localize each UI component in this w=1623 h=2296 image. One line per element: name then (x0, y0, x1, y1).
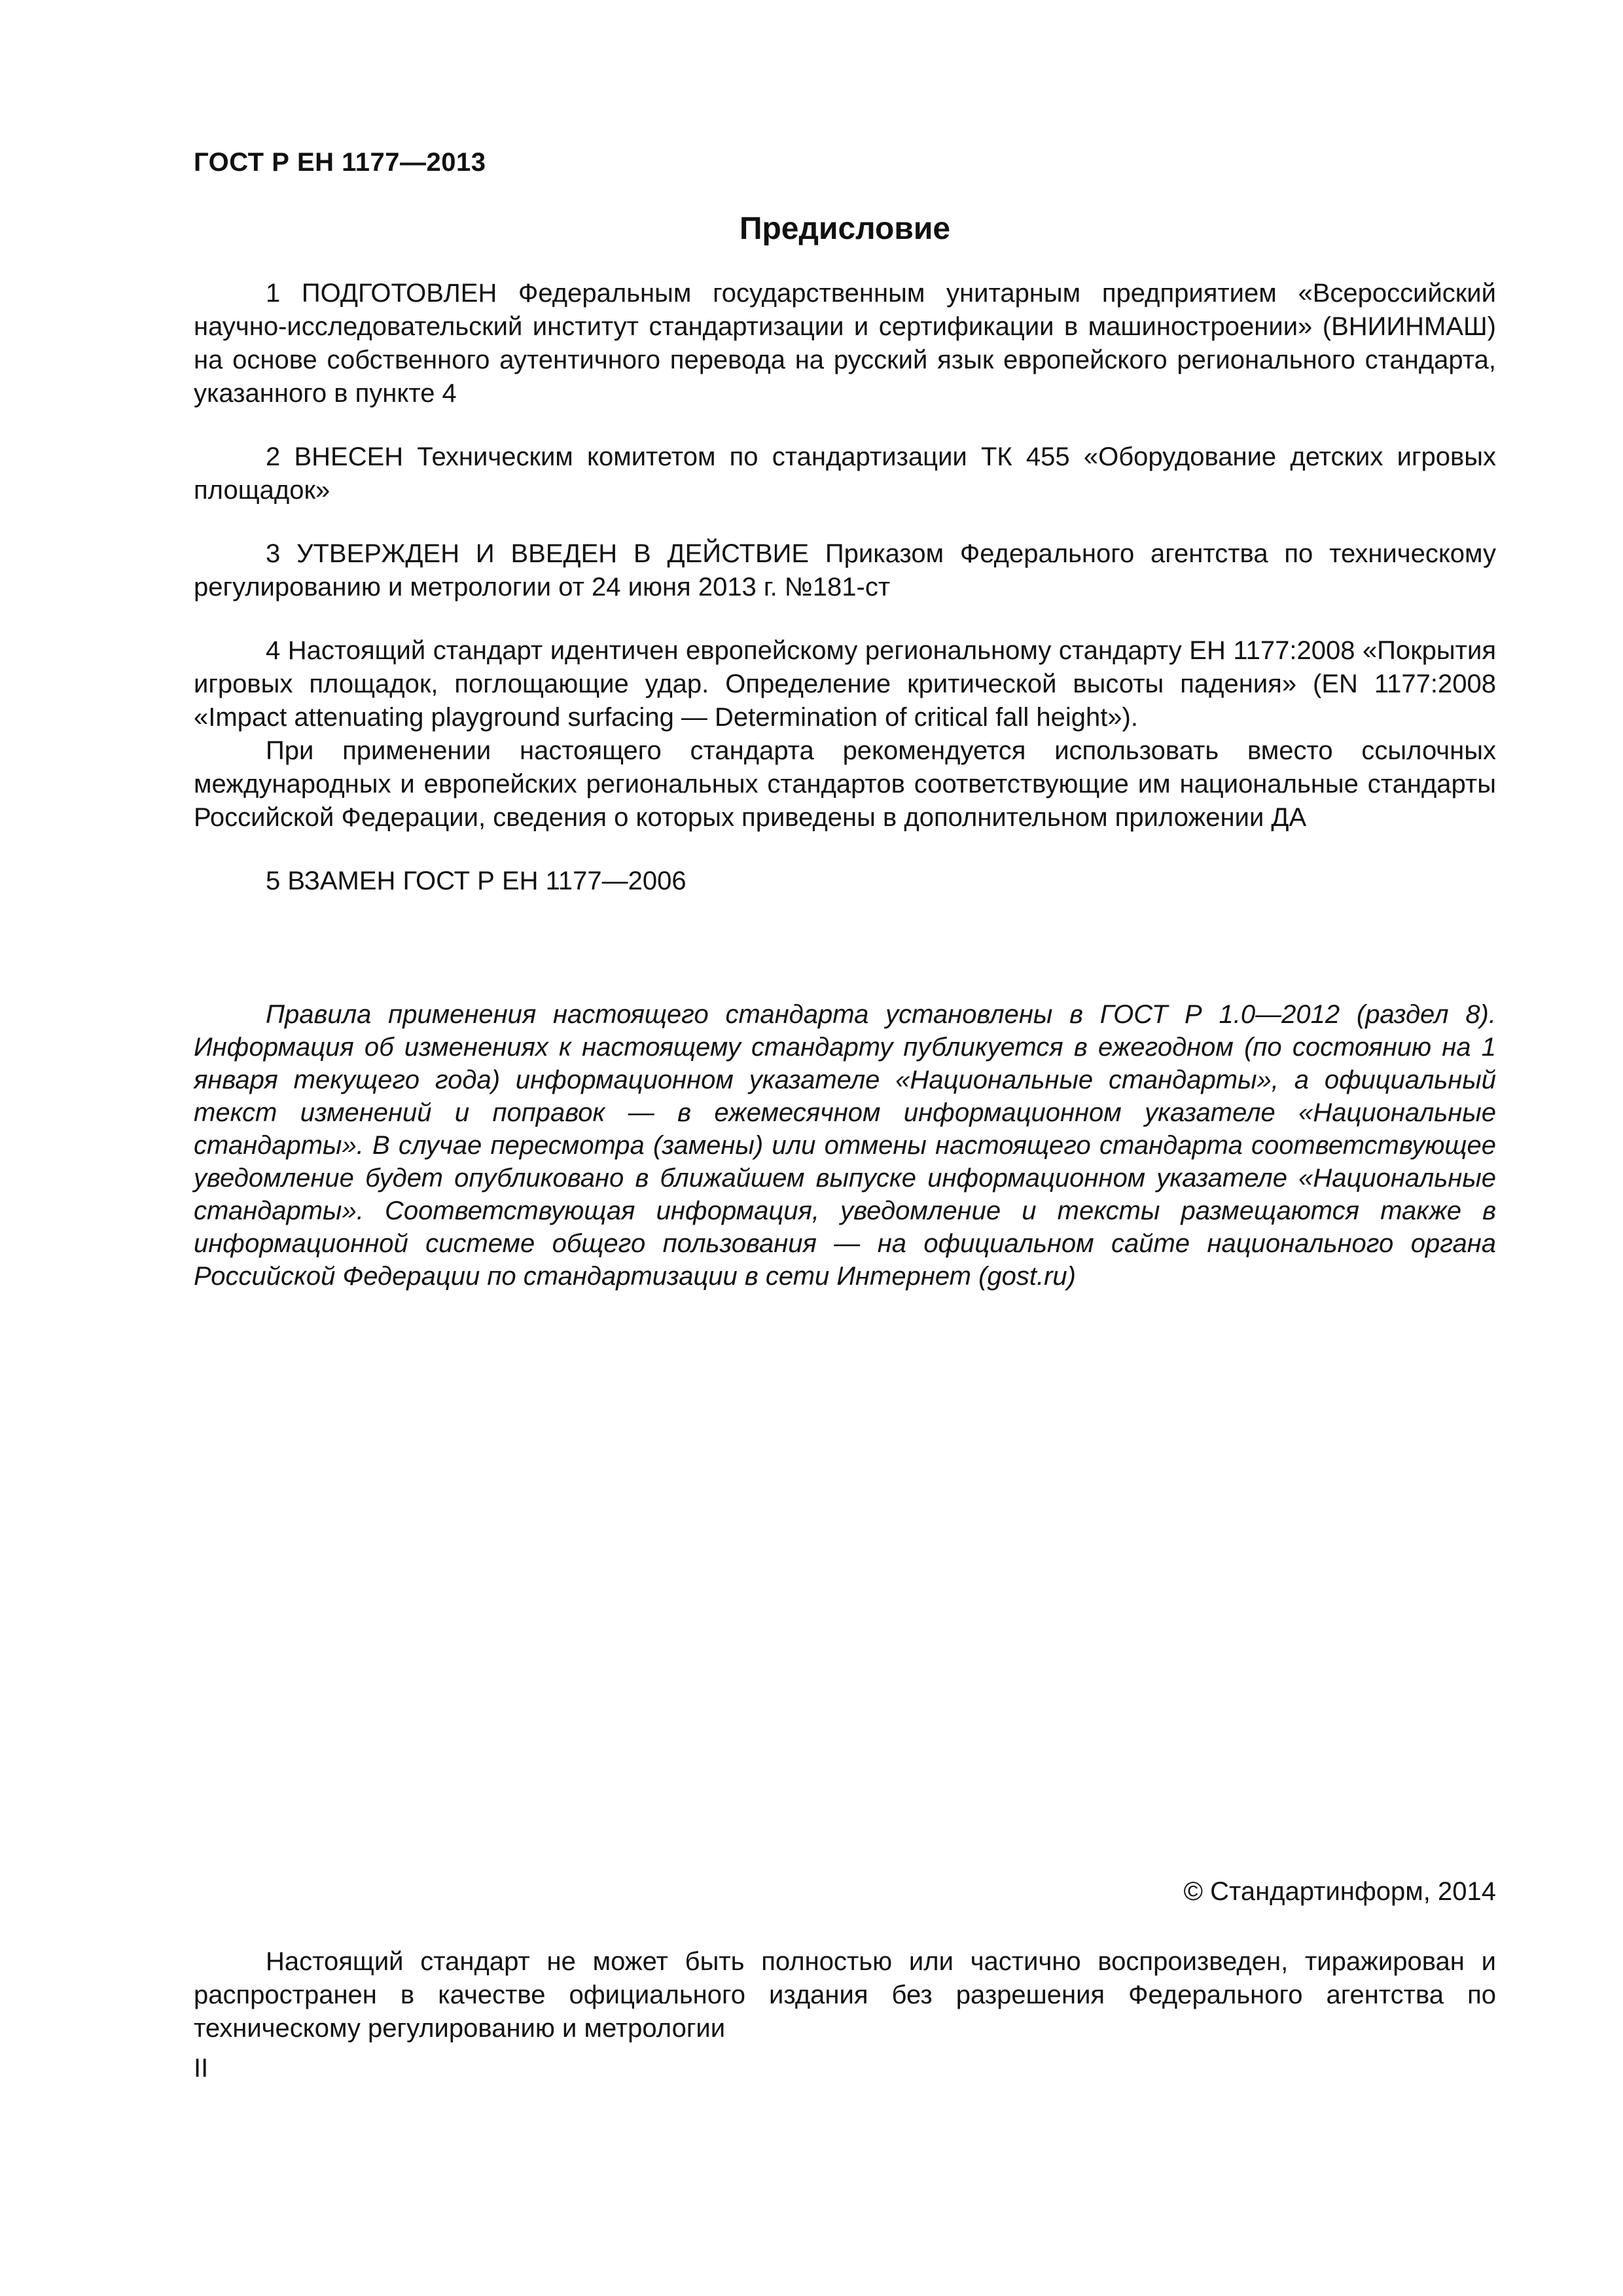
preface-item-4-text: 4 Настоящий стандарт идентичен европейскому региональному стандарту ЕН 1177:2008 «Покрытия игровых площадок, поглощающие удар. Определение критической высоты падения» (EN 1177:2008 «Impact attenuating playground surfacing — Determination of critical fall height»). (194, 636, 1496, 732)
preface-item-5-text: 5 ВЗАМЕН ГОСТ Р ЕН 1177—2006 (266, 867, 687, 895)
preface-item-4-continuation: При применении настоящего стандарта рекомендуется использовать вместо ссылочных международных и европейских региональных стандартов соответствующие им национальные стандарты Российской Федерации, сведения о которых приведены в дополнительном приложении ДА (194, 736, 1496, 832)
preface-item-3 (194, 537, 1496, 604)
preface-item-2-text: 2 ВНЕСЕН Техническим комитетом по стандартизации ТК 455 «Оборудование детских игровых площадок» (194, 442, 1496, 505)
document-code: ГОСТ Р ЕН 1177—2013 (194, 148, 486, 177)
preface-item-2 (194, 440, 1496, 507)
rules-notice (194, 998, 1496, 1293)
preface-item-5 (194, 865, 1496, 898)
preface-item-3-text: 3 УТВЕРЖДЕН И ВВЕДЕН В ДЕЙСТВИЕ Приказом Федерального агентства по техническому регулированию и метрологии от 24 июня 2013 г. №181-ст (194, 539, 1496, 601)
preface-item-1 (194, 277, 1496, 410)
copyright: © Стандартинформ, 2014 (1183, 1877, 1496, 1906)
rules-notice-text: Правила применения настоящего стандарта установлены в ГОСТ Р 1.0—2012 (раздел 8). Информация об изменениях к настоящему стандарту публикуется в ежегодном (по состоянию на 1 января текущего года) информационном указателе «Национальные стандарты», а официальный текст изменений и поправок — в ежемесячном информационном указателе «Национальные стандарты». В случае пересмотра (замены) или отмены настоящего стандарта соответствующее уведомление будет опубликовано в ближайшем выпуске информационном указателе «Национальные стандарты». Соответствующая информация, уведомление и тексты размещаются также в информационной системе общего пользования — на официальном сайте национального органа Российской Федерации по стандартизации в сети Интернет (gost.ru) (194, 1000, 1496, 1291)
reproduction-notice-text: Настоящий стандарт не может быть полностью или частично воспроизведен, тиражирован и распространен в качестве официального издания без разрешения Федерального агентства по техническому регулированию и метрологии (194, 1947, 1496, 2043)
preface-title: Предисловие (739, 211, 951, 246)
page-number: II (194, 2054, 209, 2083)
reproduction-notice (194, 1945, 1496, 2045)
preface-item-1-text: 1 ПОДГОТОВЛЕН Федеральным государственным унитарным предприятием «Всероссийский научно-исследовательский институт стандартизации и сертификации в машиностроении» (ВНИИНМАШ) на основе собственного аутентичного перевода на русский язык европейского регионального стандарта, указанного в пункте 4 (194, 279, 1496, 408)
preface-item-4 (194, 634, 1496, 834)
